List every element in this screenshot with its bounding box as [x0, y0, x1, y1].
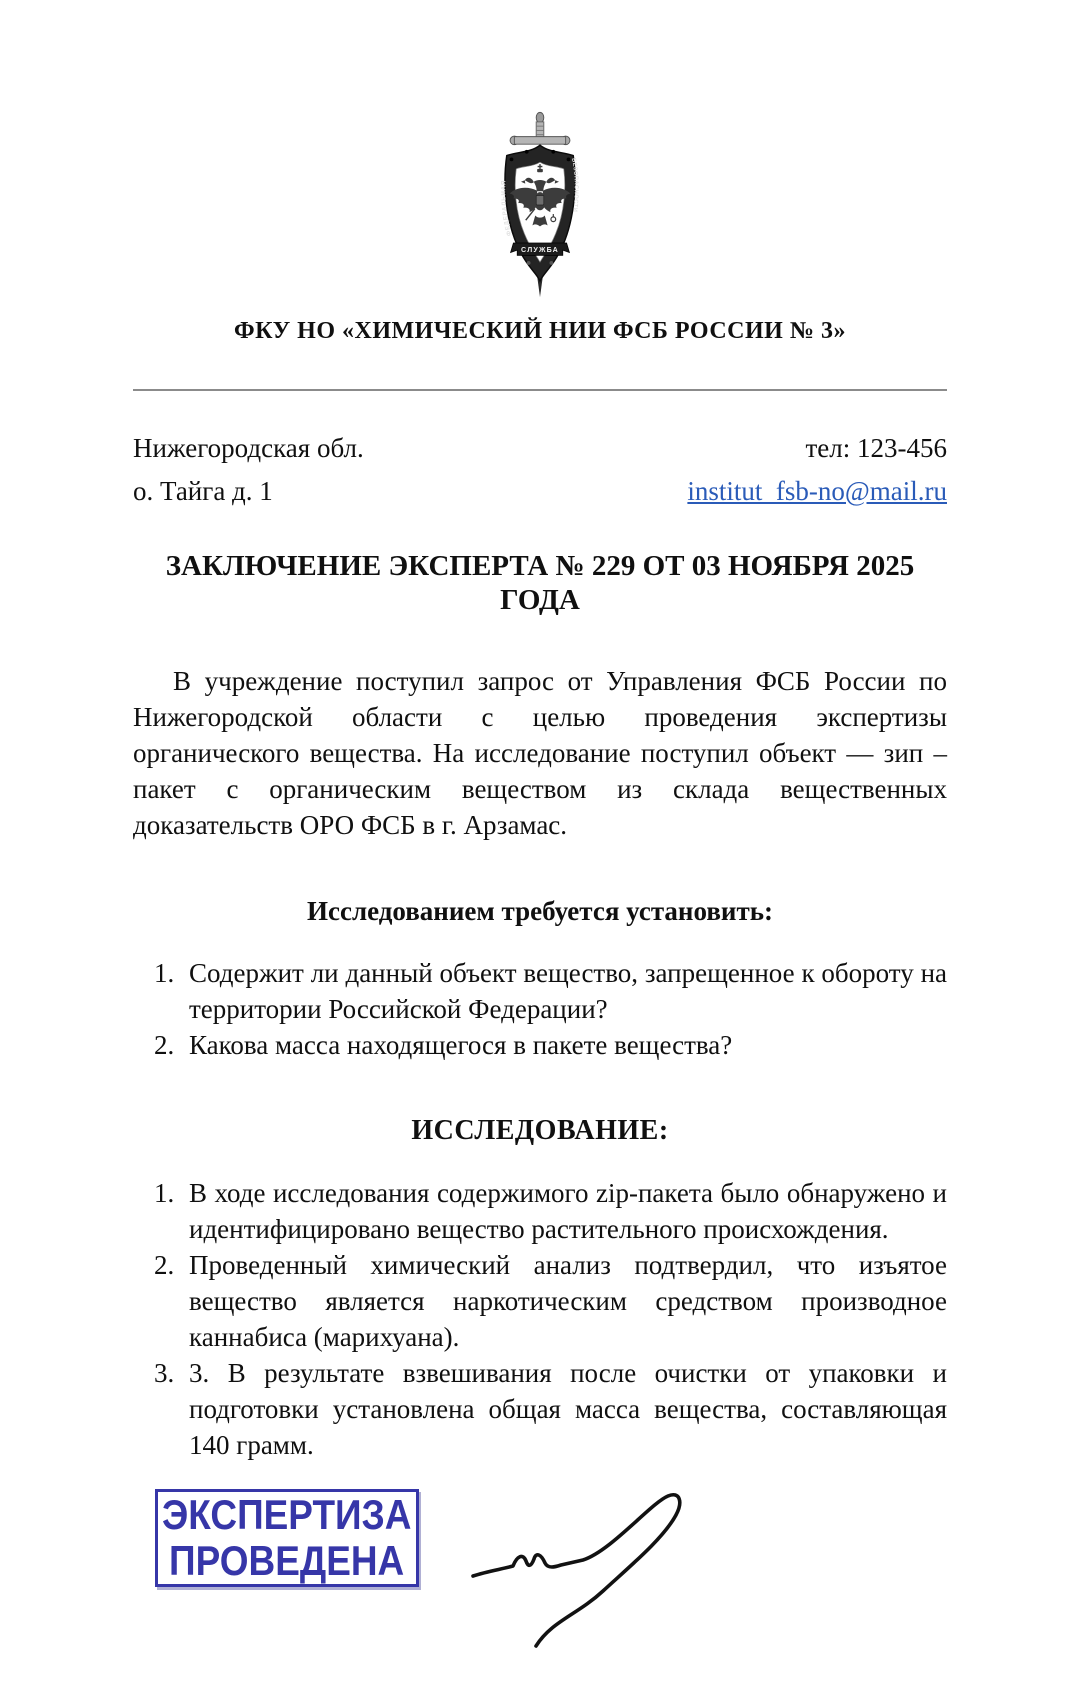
address-line-2: о. Тайга д. 1 [133, 476, 273, 506]
address-block [133, 427, 364, 513]
phone-number: тел: 123-456 [805, 433, 947, 463]
contact-block [133, 427, 947, 513]
signature-icon [433, 1469, 753, 1684]
questions-heading: Исследованием требуется установить: [306, 896, 773, 926]
org-name: ФКУ НО «ХИМИЧЕСКИЙ НИИ ФСБ РОССИИ № 3» [234, 318, 846, 344]
fsb-emblem-icon [479, 110, 601, 300]
emblem-container [133, 0, 947, 305]
list-item: 3. 3. В результате взвешивания после очистки от упаковки и подготовки установлена общая масса вещества, составляющая 140 грамм. [181, 1355, 947, 1463]
investigation-heading: ИССЛЕДОВАНИЕ: [411, 1115, 669, 1146]
list-item: 1. Содержит ли данный объект вещество, запрещенное к обороту на территории Российской Федерации? [181, 955, 947, 1027]
stamp-line-1: ЭКСПЕРТИЗА [162, 1491, 412, 1538]
expertise-stamp [155, 1489, 419, 1587]
emblem-banner-text: СЛУЖБА [521, 246, 559, 255]
stamp-line-2: ПРОВЕДЕНА [169, 1537, 405, 1584]
investigation-list [133, 1175, 947, 1463]
address-line-1: Нижегородская обл. [133, 433, 364, 463]
questions-list [133, 955, 947, 1063]
document-page [133, 0, 947, 1686]
contact-details [687, 427, 947, 513]
email-link[interactable]: institut_fsb-no@mail.ru [687, 476, 947, 506]
signature-area [133, 1471, 947, 1686]
emblem-left-rim-text: ФЕДЕРАЛЬНАЯ [500, 179, 514, 237]
header-divider [133, 389, 947, 391]
intro-paragraph: В учреждение поступил запрос от Управления ФСБ России по Нижегородской области с целью проведения экспертизы органического вещества. На исследование поступил объект — зип – пакет с органическим веществом из склада вещественных доказательств ОРО ФСБ в г. Арзамас. [133, 666, 947, 840]
list-item: 2. Какова масса находящегося в пакете вещества? [181, 1027, 947, 1063]
emblem-right-rim-text: БЕЗОПАСНОСТИ [570, 157, 579, 213]
list-item: 1. В ходе исследования содержимого zip-пакета было обнаружено и идентифицировано вещество растительного происхождения. [181, 1175, 947, 1247]
emblem-banner [511, 243, 570, 255]
document-title: ЗАКЛЮЧЕНИЕ ЭКСПЕРТА № 229 ОТ 03 НОЯБРЯ 2025 ГОДА [165, 550, 915, 616]
list-item: 2. Проведенный химический анализ подтвердил, что изъятое вещество является наркотическим средством производное каннабиса (марихуана). [181, 1247, 947, 1355]
